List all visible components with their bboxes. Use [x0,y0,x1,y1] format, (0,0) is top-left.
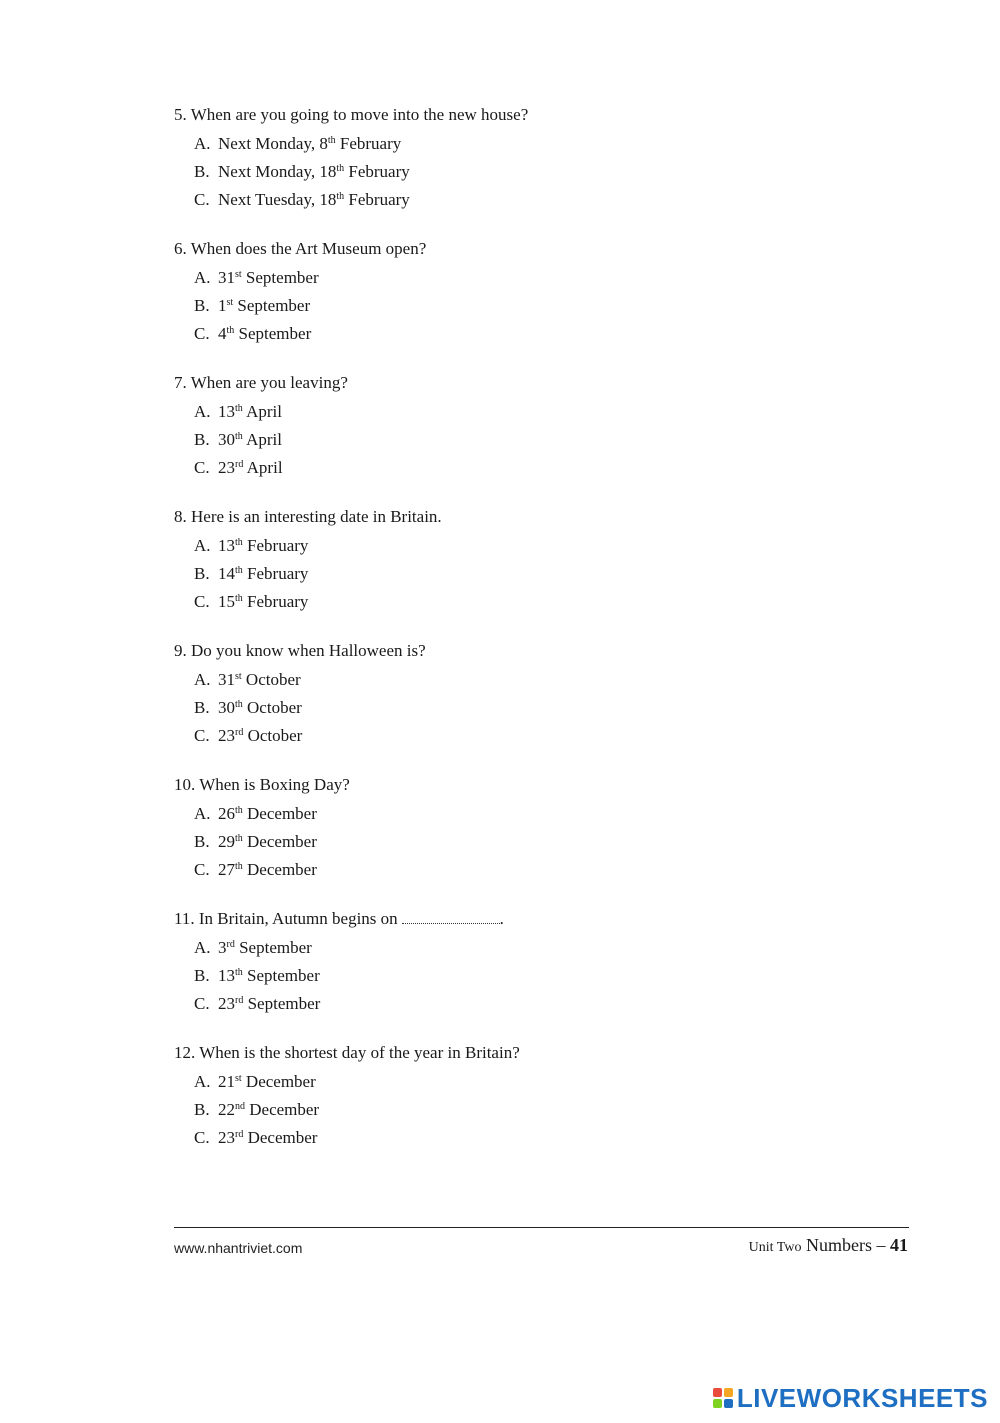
footer-unit: Unit Two [748,1240,802,1255]
option-month: February [344,162,410,181]
question-label: 11. In Britain, Autumn begins on [174,909,398,928]
answer-option[interactable] [194,426,734,454]
option-ordinal: th [235,699,243,710]
option-date: 13 [218,402,235,421]
logo-grid-icon [713,1388,733,1408]
option-date: 13 [218,966,235,985]
options-list [194,130,734,214]
option-letter: A. [194,536,211,555]
option-date: 3 [218,938,227,957]
question-text [174,772,734,798]
answer-option[interactable] [194,130,734,158]
footer-unit-title [749,1235,908,1256]
options-list [194,532,734,616]
answer-option[interactable] [194,588,734,616]
option-ordinal: rd [235,459,244,470]
question [174,772,734,884]
question-label: 12. When is the shortest day of the year in Britain? [174,1043,520,1062]
answer-option[interactable] [194,856,734,884]
option-letter: B. [194,296,210,315]
question-text [174,1040,734,1066]
option-ordinal: rd [235,727,244,738]
option-ordinal: th [235,537,243,548]
page-number: 41 [890,1235,908,1255]
question-text [174,638,734,664]
answer-option[interactable] [194,532,734,560]
question-text [174,236,734,262]
answer-option[interactable] [194,454,734,482]
option-month: December [242,832,317,851]
option-ordinal: th [336,191,345,202]
option-date: 4 [218,324,227,343]
answer-option[interactable] [194,962,734,990]
option-date: 29 [218,832,235,851]
question [174,638,734,750]
option-ordinal: th [235,967,243,978]
option-letter: C. [194,592,210,611]
options-list [194,398,734,482]
option-month: September [233,296,311,315]
option-letter: C. [194,324,210,343]
option-date: 30 [218,698,235,717]
option-date: 21 [218,1072,235,1091]
option-month: April [243,458,283,477]
options-list [194,800,734,884]
option-date: 31 [218,670,235,689]
option-date: 15 [218,592,235,611]
option-month: October [242,698,302,717]
option-letter: A. [194,804,211,823]
option-date: Next Monday, 18 [218,162,337,181]
option-letter: C. [194,458,210,477]
answer-option[interactable] [194,398,734,426]
blank-end: . [499,909,504,928]
option-month: December [242,860,317,879]
question-label: 9. Do you know when Halloween is? [174,641,426,660]
footer-divider [174,1227,909,1228]
option-letter: B. [194,1100,210,1119]
answer-option[interactable] [194,828,734,856]
answer-option[interactable] [194,292,734,320]
question-label: 8. Here is an interesting date in Britain. [174,507,442,526]
answer-option[interactable] [194,934,734,962]
option-letter: B. [194,162,210,181]
option-month: September [234,938,312,957]
footer-url: www.nhantriviet.com [174,1240,303,1256]
option-month: February [335,134,402,153]
option-letter: A. [194,670,211,689]
options-list [194,666,734,750]
option-date: 30 [218,430,235,449]
option-month: December [242,804,317,823]
option-ordinal: th [235,565,243,576]
option-month: October [243,726,303,745]
option-month: February [242,592,309,611]
option-letter: C. [194,860,210,879]
option-month: December [243,1128,318,1147]
question-label: 5. When are you going to move into the new house? [174,105,529,124]
option-month: September [241,268,319,287]
question-label: 6. When does the Art Museum open? [174,239,427,258]
answer-option[interactable] [194,320,734,348]
option-date: 31 [218,268,235,287]
answer-blank[interactable] [402,909,500,924]
footer-section: Numbers [806,1235,872,1255]
option-ordinal: st [226,297,234,308]
option-month: February [242,564,309,583]
option-month: April [242,402,282,421]
option-letter: C. [194,190,210,209]
logo-square [724,1399,733,1408]
option-ordinal: th [235,833,243,844]
option-ordinal: th [226,325,235,336]
option-ordinal: st [235,269,242,280]
question-text [174,370,734,396]
answer-option[interactable] [194,990,734,1018]
option-ordinal: th [235,593,243,604]
option-ordinal: nd [235,1101,245,1112]
option-date: 22 [218,1100,235,1119]
answer-option[interactable] [194,1124,734,1152]
option-letter: A. [194,268,211,287]
option-date: 14 [218,564,235,583]
answer-option[interactable] [194,158,734,186]
option-date: 27 [218,860,235,879]
option-month: September [242,966,320,985]
option-letter: A. [194,134,211,153]
option-letter: B. [194,564,210,583]
option-letter: A. [194,938,211,957]
question-text [174,504,734,530]
question [174,906,734,1018]
option-ordinal: th [235,403,243,414]
option-date: 13 [218,536,235,555]
option-ordinal: th [235,805,243,816]
answer-option[interactable] [194,186,734,214]
option-ordinal: st [235,671,242,682]
answer-option[interactable] [194,560,734,588]
option-ordinal: th [336,163,345,174]
option-letter: A. [194,402,211,421]
option-date: 23 [218,1128,235,1147]
option-date: 1 [218,296,227,315]
options-list [194,1068,734,1152]
option-date: Next Monday, 8 [218,134,328,153]
answer-option[interactable] [194,800,734,828]
option-month: October [241,670,301,689]
option-letter: A. [194,1072,211,1091]
question-label: 7. When are you leaving? [174,373,348,392]
logo-square [713,1399,722,1408]
answer-option[interactable] [194,1096,734,1124]
option-month: February [344,190,410,209]
option-month: April [242,430,282,449]
option-date: 23 [218,994,235,1013]
question [174,370,734,482]
option-ordinal: th [327,135,336,146]
option-month: September [234,324,312,343]
option-month: December [245,1100,320,1119]
option-letter: B. [194,832,210,851]
options-list [194,934,734,1018]
option-letter: C. [194,726,210,745]
option-month: September [243,994,321,1013]
answer-option[interactable] [194,666,734,694]
option-date: 26 [218,804,235,823]
answer-option[interactable] [194,694,734,722]
question [174,504,734,616]
option-letter: C. [194,994,210,1013]
question-text [174,906,734,932]
question [174,236,734,348]
logo-square [724,1388,733,1397]
question [174,102,734,214]
option-month: December [241,1072,316,1091]
option-letter: B. [194,430,210,449]
option-date: 23 [218,458,235,477]
option-letter: B. [194,966,210,985]
footer-dash: – [872,1235,890,1255]
answer-option[interactable] [194,264,734,292]
brand-text: LIVEWORKSHEETS [736,1382,988,1413]
option-month: February [242,536,309,555]
liveworksheets-logo [713,1383,988,1413]
option-ordinal: st [235,1073,242,1084]
option-ordinal: rd [235,1129,244,1140]
answer-option[interactable] [194,722,734,750]
answer-option[interactable] [194,1068,734,1096]
option-letter: B. [194,698,210,717]
option-date: 23 [218,726,235,745]
question [174,1040,734,1152]
option-ordinal: th [235,861,243,872]
question-label: 10. When is Boxing Day? [174,775,350,794]
option-letter: C. [194,1128,210,1147]
option-ordinal: th [235,431,243,442]
question-text [174,102,734,128]
option-date: Next Tuesday, 18 [218,190,337,209]
logo-square [713,1388,722,1397]
option-ordinal: rd [235,995,244,1006]
question-list [174,102,734,1152]
options-list [194,264,734,348]
option-ordinal: rd [226,939,235,950]
